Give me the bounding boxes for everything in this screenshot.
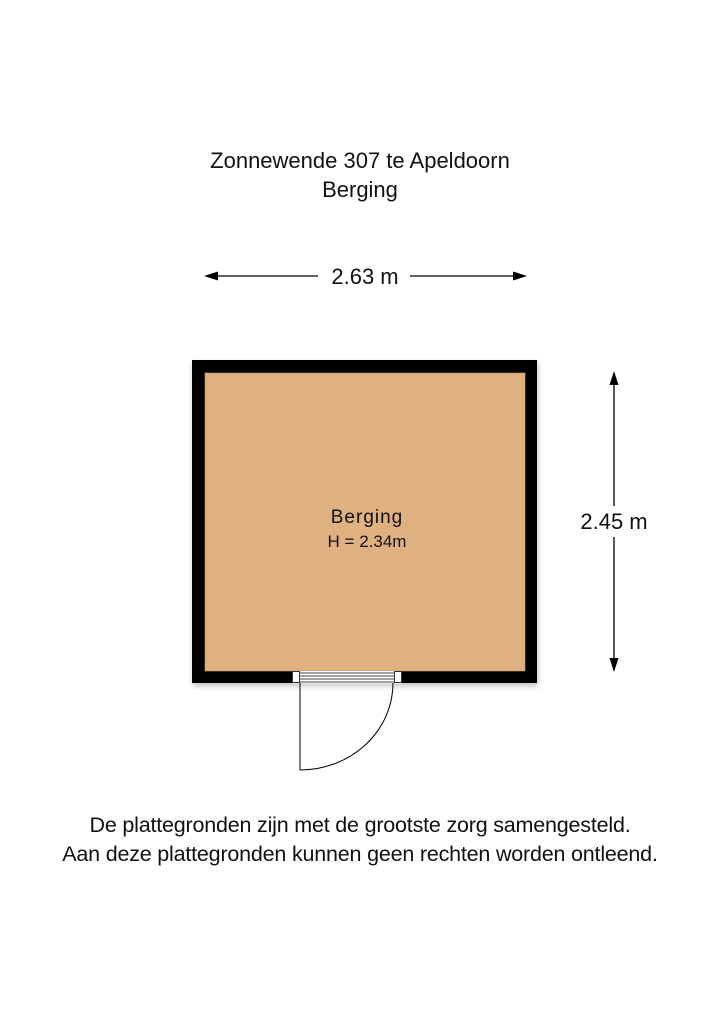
arrow-up-icon [610,371,619,385]
arrow-right-icon [513,272,527,281]
floor-title: Berging [322,177,398,202]
door-swing-arc [300,683,393,770]
depth-dimension-line [580,371,647,672]
room-name: Berging [330,507,404,528]
disclaimer-line-2: Aan deze plattegronden kunnen geen rechten worden ontleend. [62,842,658,866]
width-label: 2.63 m [331,264,399,289]
arrow-down-icon [610,658,619,672]
arrow-left-icon [204,272,218,281]
depth-label: 2.45 m [580,509,648,534]
width-dimension-line [204,264,527,289]
room-height: H = 2.34m [327,532,407,551]
disclaimer-line-1: De plattegronden zijn met de grootste zorg samengesteld. [89,813,631,837]
door [292,671,402,770]
address-title: Zonnewende 307 te Apeldoorn [210,148,510,173]
